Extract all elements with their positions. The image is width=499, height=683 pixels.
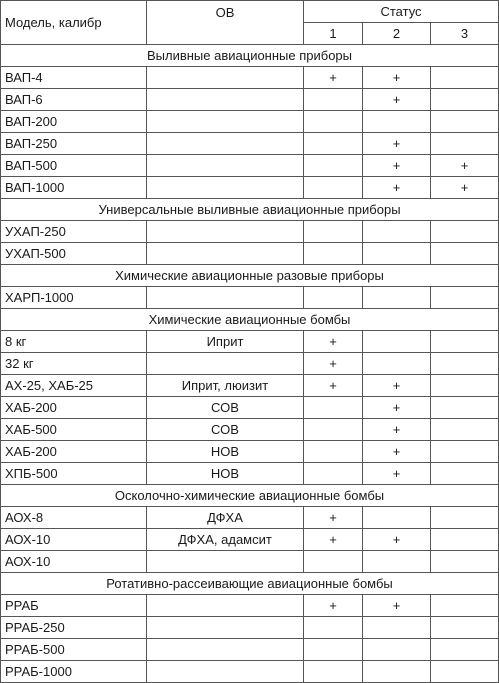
cell-model: ХАРП-1000 bbox=[1, 287, 147, 309]
cell-model: ХАБ-200 bbox=[1, 441, 147, 463]
table-row bbox=[1, 67, 499, 89]
cell-model: ХАБ-200 bbox=[1, 397, 147, 419]
cell-model: УХАП-250 bbox=[1, 221, 147, 243]
cell-model: ВАП-500 bbox=[1, 155, 147, 177]
table-row bbox=[1, 617, 499, 639]
cell-s1 bbox=[304, 463, 363, 485]
cell-s1: + bbox=[304, 375, 363, 397]
table-row bbox=[1, 441, 499, 463]
table-row bbox=[1, 155, 499, 177]
cell-s2: + bbox=[363, 397, 431, 419]
cell-s1 bbox=[304, 397, 363, 419]
cell-ov bbox=[147, 617, 304, 639]
table-row bbox=[1, 507, 499, 529]
cell-ov bbox=[147, 287, 304, 309]
table-row bbox=[1, 529, 499, 551]
section-row bbox=[1, 265, 499, 287]
header-status: Статус bbox=[304, 1, 499, 23]
cell-model: 32 кг bbox=[1, 353, 147, 375]
cell-s1 bbox=[304, 221, 363, 243]
cell-ov bbox=[147, 639, 304, 661]
table-row bbox=[1, 353, 499, 375]
cell-s3: + bbox=[431, 177, 499, 199]
section-title: Химические авиационные бомбы bbox=[1, 309, 499, 331]
cell-s3 bbox=[431, 529, 499, 551]
cell-s2 bbox=[363, 507, 431, 529]
cell-s3 bbox=[431, 661, 499, 683]
cell-s2 bbox=[363, 221, 431, 243]
cell-s2: + bbox=[363, 375, 431, 397]
section-title: Осколочно-химические авиационные бомбы bbox=[1, 485, 499, 507]
cell-s3 bbox=[431, 551, 499, 573]
section-row bbox=[1, 573, 499, 595]
table-row bbox=[1, 661, 499, 683]
cell-ov bbox=[147, 353, 304, 375]
cell-s1 bbox=[304, 617, 363, 639]
cell-s3 bbox=[431, 111, 499, 133]
cell-model: ВАП-6 bbox=[1, 89, 147, 111]
cell-s1 bbox=[304, 111, 363, 133]
cell-s3 bbox=[431, 353, 499, 375]
table-row bbox=[1, 463, 499, 485]
cell-model: АХ-25, ХАБ-25 bbox=[1, 375, 147, 397]
section-title: Выливные авиационные приборы bbox=[1, 45, 499, 67]
header-model: Модель, калибр bbox=[1, 1, 147, 45]
cell-ov bbox=[147, 661, 304, 683]
cell-s2 bbox=[363, 243, 431, 265]
cell-s2: + bbox=[363, 155, 431, 177]
cell-ov bbox=[147, 67, 304, 89]
section-title: Универсальные выливные авиационные приборы bbox=[1, 199, 499, 221]
cell-ov: СОВ bbox=[147, 419, 304, 441]
header-status-2: 2 bbox=[363, 23, 431, 45]
cell-s1 bbox=[304, 177, 363, 199]
table-row bbox=[1, 595, 499, 617]
cell-s2: + bbox=[363, 67, 431, 89]
cell-s1: + bbox=[304, 595, 363, 617]
cell-s1 bbox=[304, 441, 363, 463]
cell-s1 bbox=[304, 551, 363, 573]
table-row bbox=[1, 551, 499, 573]
cell-s3 bbox=[431, 89, 499, 111]
cell-model: АОХ-8 bbox=[1, 507, 147, 529]
cell-s3 bbox=[431, 397, 499, 419]
cell-model: ХПБ-500 bbox=[1, 463, 147, 485]
cell-s3 bbox=[431, 463, 499, 485]
table-row bbox=[1, 89, 499, 111]
cell-s3 bbox=[431, 441, 499, 463]
section-row bbox=[1, 45, 499, 67]
section-title: Ротативно-рассеивающие авиационные бомбы bbox=[1, 573, 499, 595]
cell-s2: + bbox=[363, 419, 431, 441]
cell-s3 bbox=[431, 331, 499, 353]
cell-s3 bbox=[431, 221, 499, 243]
cell-model: УХАП-500 bbox=[1, 243, 147, 265]
header-status-3: 3 bbox=[431, 23, 499, 45]
cell-ov bbox=[147, 133, 304, 155]
cell-ov: НОВ bbox=[147, 441, 304, 463]
cell-s3 bbox=[431, 133, 499, 155]
section-title: Химические авиационные разовые приборы bbox=[1, 265, 499, 287]
cell-s2: + bbox=[363, 463, 431, 485]
cell-model: ХАБ-500 bbox=[1, 419, 147, 441]
section-row bbox=[1, 199, 499, 221]
table-row bbox=[1, 243, 499, 265]
table-row bbox=[1, 397, 499, 419]
cell-ov bbox=[147, 89, 304, 111]
table-row bbox=[1, 419, 499, 441]
header-ov: ОВ bbox=[147, 1, 304, 45]
table-row bbox=[1, 375, 499, 397]
cell-s1: + bbox=[304, 529, 363, 551]
cell-model: 8 кг bbox=[1, 331, 147, 353]
cell-ov: НОВ bbox=[147, 463, 304, 485]
cell-ov: ДФХА, адамсит bbox=[147, 529, 304, 551]
cell-s2 bbox=[363, 639, 431, 661]
cell-s2: + bbox=[363, 441, 431, 463]
cell-s2: + bbox=[363, 595, 431, 617]
cell-ov bbox=[147, 177, 304, 199]
cell-s2 bbox=[363, 331, 431, 353]
cell-s1: + bbox=[304, 353, 363, 375]
table-row bbox=[1, 287, 499, 309]
cell-s1 bbox=[304, 243, 363, 265]
cell-s3 bbox=[431, 375, 499, 397]
cell-s1 bbox=[304, 89, 363, 111]
cell-s2 bbox=[363, 353, 431, 375]
table-row bbox=[1, 639, 499, 661]
cell-ov bbox=[147, 243, 304, 265]
table-row bbox=[1, 111, 499, 133]
cell-s2: + bbox=[363, 133, 431, 155]
cell-s3 bbox=[431, 243, 499, 265]
cell-model: РРАБ-1000 bbox=[1, 661, 147, 683]
cell-s2 bbox=[363, 111, 431, 133]
cell-s1 bbox=[304, 419, 363, 441]
cell-s2: + bbox=[363, 177, 431, 199]
cell-s3 bbox=[431, 595, 499, 617]
cell-model: АОХ-10 bbox=[1, 529, 147, 551]
cell-s1 bbox=[304, 287, 363, 309]
section-row bbox=[1, 485, 499, 507]
cell-ov bbox=[147, 595, 304, 617]
cell-s2 bbox=[363, 617, 431, 639]
cell-s3: + bbox=[431, 155, 499, 177]
cell-s2 bbox=[363, 661, 431, 683]
cell-model: РРАБ bbox=[1, 595, 147, 617]
cell-s1 bbox=[304, 155, 363, 177]
cell-model: РРАБ-250 bbox=[1, 617, 147, 639]
header-status-1: 1 bbox=[304, 23, 363, 45]
cell-s2 bbox=[363, 551, 431, 573]
cell-s1 bbox=[304, 133, 363, 155]
cell-model: ВАП-1000 bbox=[1, 177, 147, 199]
cell-model: АОХ-10 bbox=[1, 551, 147, 573]
cell-ov: Иприт bbox=[147, 331, 304, 353]
cell-ov bbox=[147, 551, 304, 573]
cell-s1 bbox=[304, 661, 363, 683]
cell-model: ВАП-200 bbox=[1, 111, 147, 133]
cell-s3 bbox=[431, 67, 499, 89]
cell-s2: + bbox=[363, 89, 431, 111]
cell-s2 bbox=[363, 287, 431, 309]
cell-s3 bbox=[431, 617, 499, 639]
cell-s3 bbox=[431, 287, 499, 309]
cell-ov: СОВ bbox=[147, 397, 304, 419]
cell-ov: Иприт, люизит bbox=[147, 375, 304, 397]
cell-s1 bbox=[304, 639, 363, 661]
cell-s3 bbox=[431, 419, 499, 441]
table-row bbox=[1, 133, 499, 155]
header-row bbox=[1, 1, 499, 23]
cell-s3 bbox=[431, 639, 499, 661]
cell-ov bbox=[147, 155, 304, 177]
cell-ov bbox=[147, 221, 304, 243]
cell-model: ВАП-250 bbox=[1, 133, 147, 155]
table-row bbox=[1, 221, 499, 243]
table-row bbox=[1, 331, 499, 353]
cell-model: РРАБ-500 bbox=[1, 639, 147, 661]
cell-ov bbox=[147, 111, 304, 133]
cell-s1: + bbox=[304, 331, 363, 353]
cell-model: ВАП-4 bbox=[1, 67, 147, 89]
section-row bbox=[1, 309, 499, 331]
cell-ov: ДФХА bbox=[147, 507, 304, 529]
cell-s1: + bbox=[304, 507, 363, 529]
table-row bbox=[1, 177, 499, 199]
cell-s2: + bbox=[363, 529, 431, 551]
cell-s3 bbox=[431, 507, 499, 529]
cell-s1: + bbox=[304, 67, 363, 89]
